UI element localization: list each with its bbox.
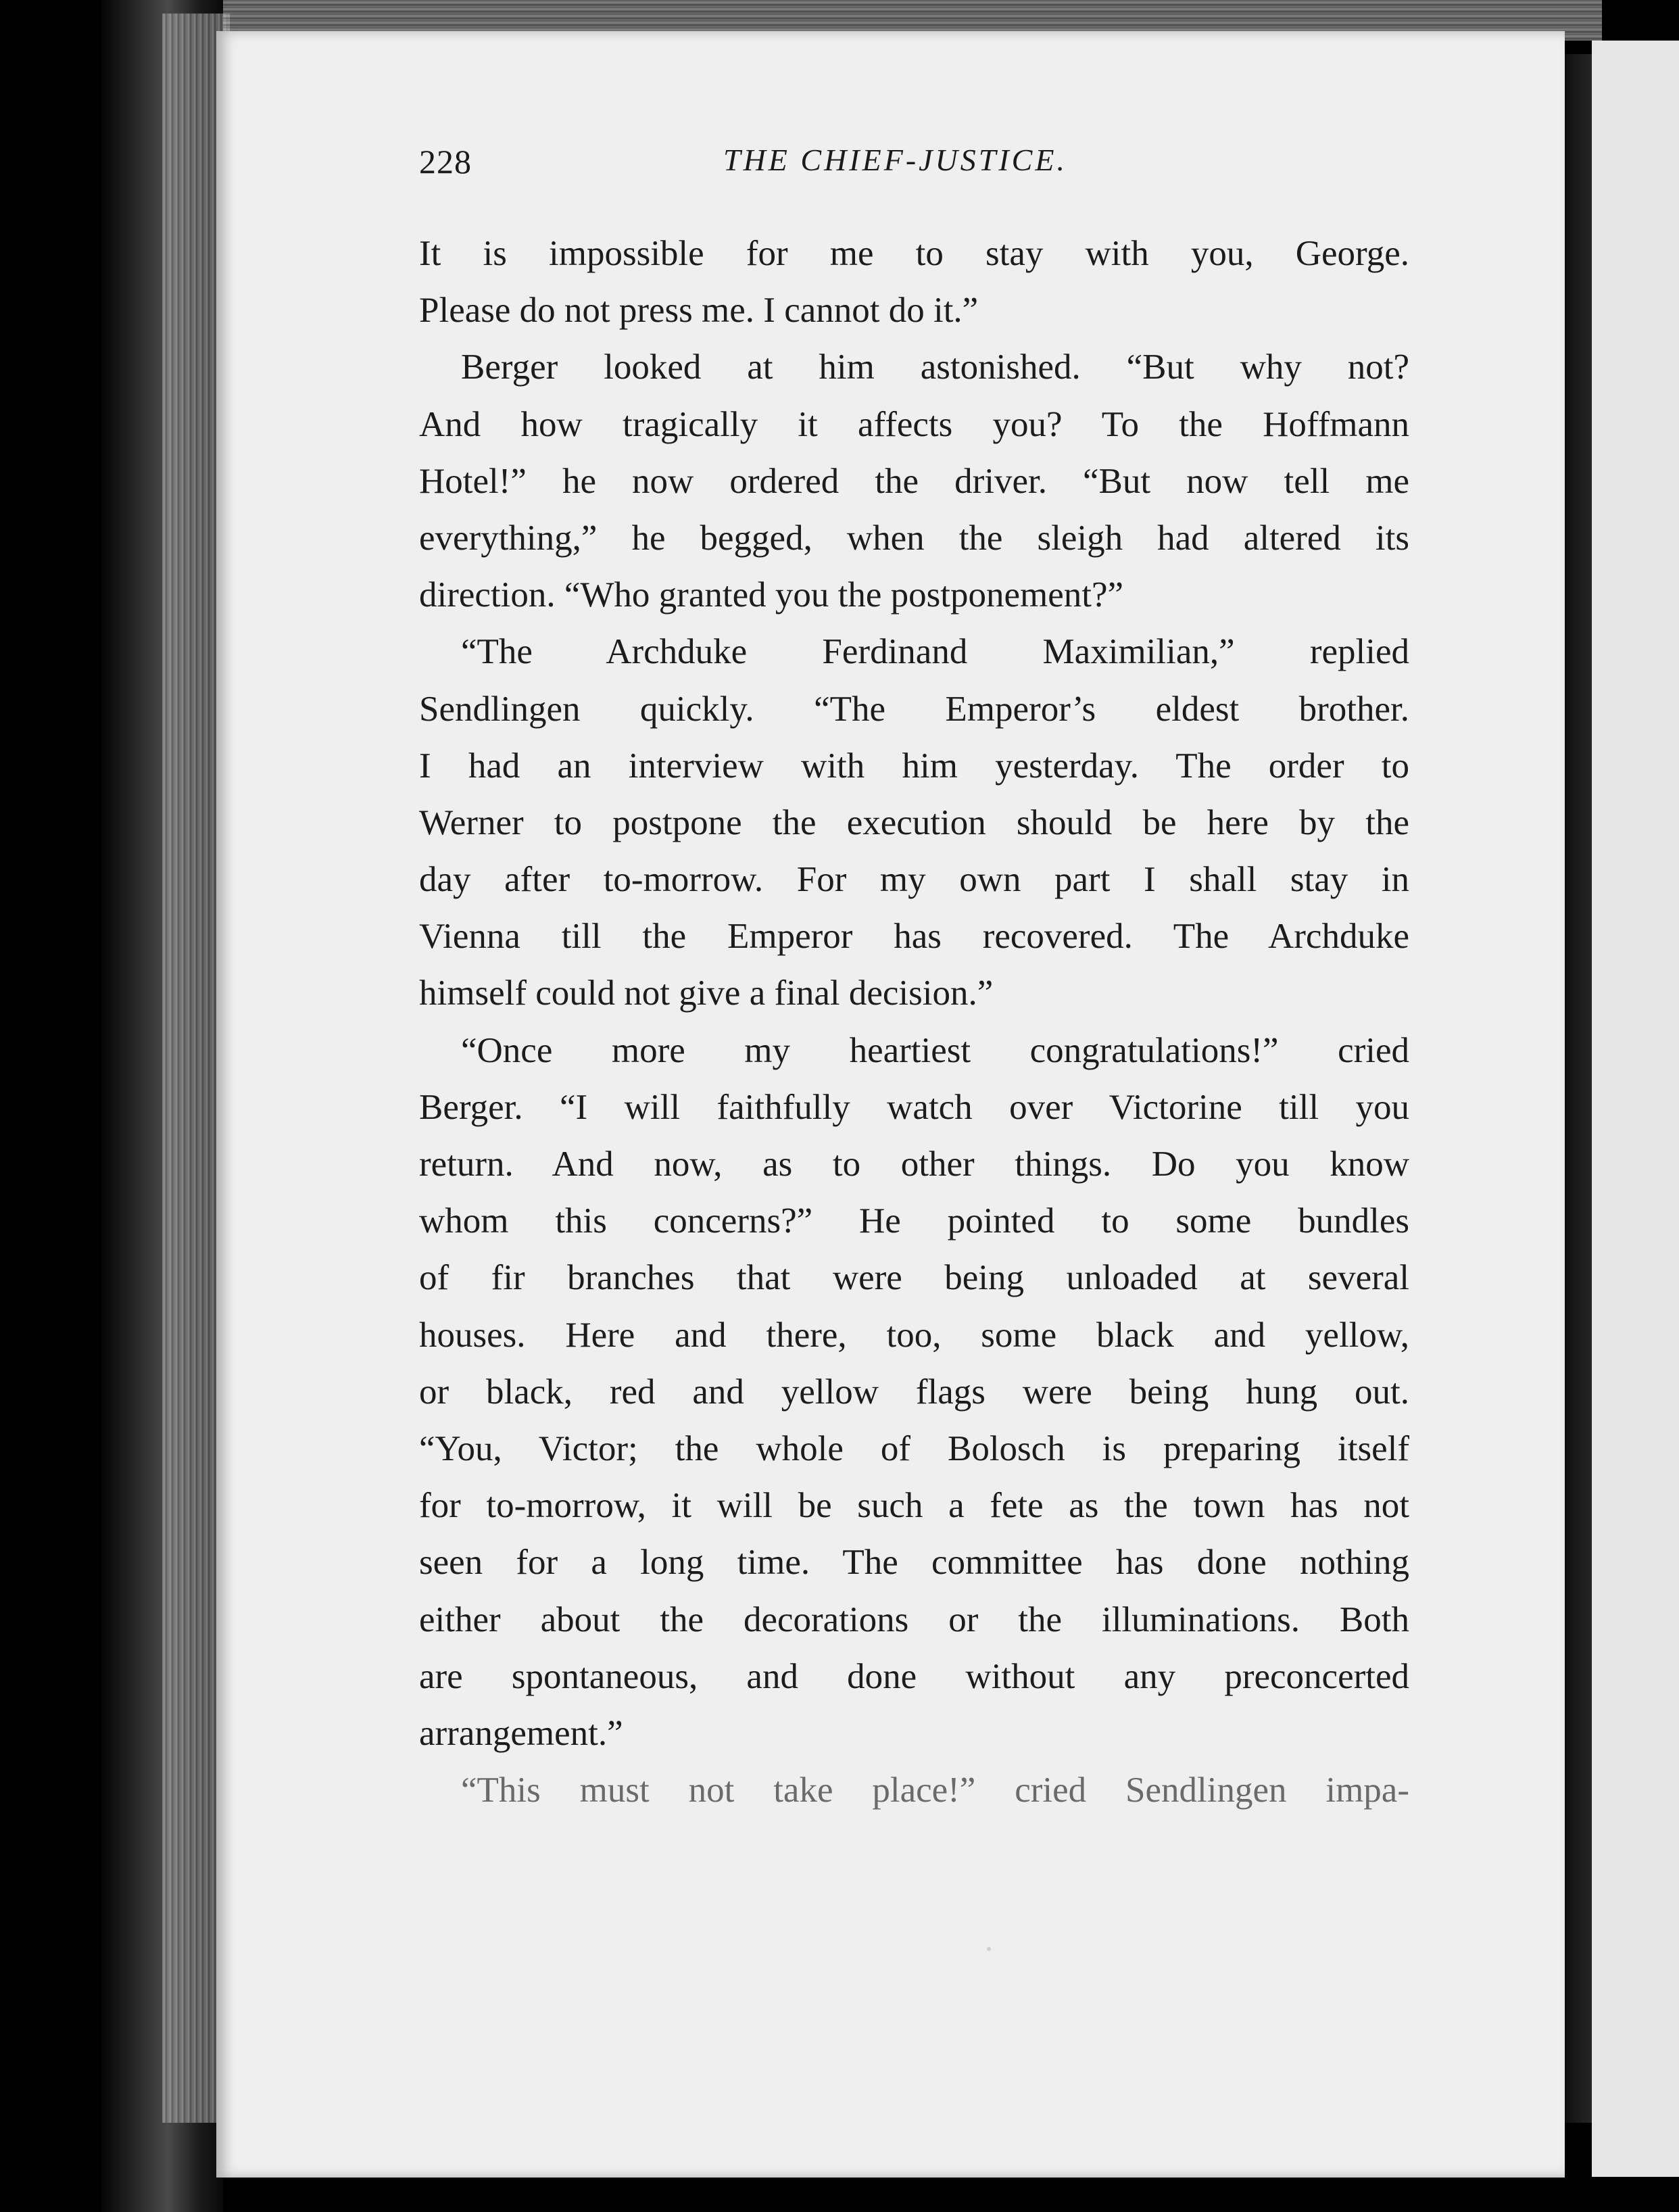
text-line: “This must not take place!” cried Sendlingen impa- — [461, 1771, 1409, 1810]
text-line: arrangement.” — [419, 1713, 623, 1753]
text-line: Hotel!” he now ordered the driver. “But now tell me — [419, 461, 1409, 501]
text-line: It is impossible for me to stay with you, George. — [419, 234, 1409, 273]
text-line: “You, Victor; the whole of Bolosch is preparing itself — [419, 1428, 1409, 1468]
text-line: “The Archduke Ferdinand Maximilian,” replied — [461, 632, 1409, 672]
text-line: And how tragically it affects you? To the Hoffmann — [419, 404, 1409, 444]
text-line: or black, red and yellow flags were being hung out. — [419, 1372, 1409, 1412]
running-head — [419, 142, 1409, 189]
text-line: “Once more my heartiest congratulations!” cried — [461, 1030, 1409, 1070]
text-line: day after to-morrow. For my own part I shall stay in — [419, 860, 1409, 900]
text-line: of fir branches that were being unloaded at several — [419, 1258, 1409, 1298]
text-line: houses. Here and there, too, some black and yellow, — [419, 1315, 1409, 1355]
text-line: whom this concerns?” He pointed to some bundles — [419, 1201, 1409, 1241]
text-line: Berger. “I will faithfully watch over Victorine till you — [419, 1087, 1409, 1127]
paper-speck — [987, 1947, 991, 1951]
text-line: for to-morrow, it will be such a fete as the town has not — [419, 1486, 1409, 1526]
text-line: seen for a long time. The committee has done nothing — [419, 1543, 1409, 1583]
running-title: THE CHIEF-JUSTICE. — [723, 143, 1067, 177]
text-line: either about the decorations or the illuminations. Both — [419, 1600, 1409, 1639]
text-line: I had an interview with him yesterday. The order to — [419, 746, 1409, 786]
text-line: Werner to postpone the execution should be here by the — [419, 802, 1409, 842]
text-line: return. And now, as to other things. Do you know — [419, 1145, 1409, 1184]
text-line: everything,” he begged, when the sleigh had altered its — [419, 518, 1409, 558]
page-number: 228 — [419, 143, 472, 181]
text-line: Vienna till the Emperor has recovered. The Archduke — [419, 917, 1409, 957]
text-line: Berger looked at him astonished. “But why not? — [461, 347, 1409, 387]
text-line: are spontaneous, and done without any preconcerted — [419, 1656, 1409, 1696]
body-text — [419, 225, 1409, 1819]
gutter-shadow — [1565, 54, 1592, 2123]
facing-page-sliver — [1592, 41, 1679, 2177]
text-line: direction. “Who granted you the postponement?” — [419, 575, 1123, 615]
text-line: himself could not give a final decision.” — [419, 973, 994, 1013]
text-line: Please do not press me. I cannot do it.” — [419, 291, 979, 331]
text-line: Sendlingen quickly. “The Emperor’s eldest brother. — [419, 689, 1409, 729]
